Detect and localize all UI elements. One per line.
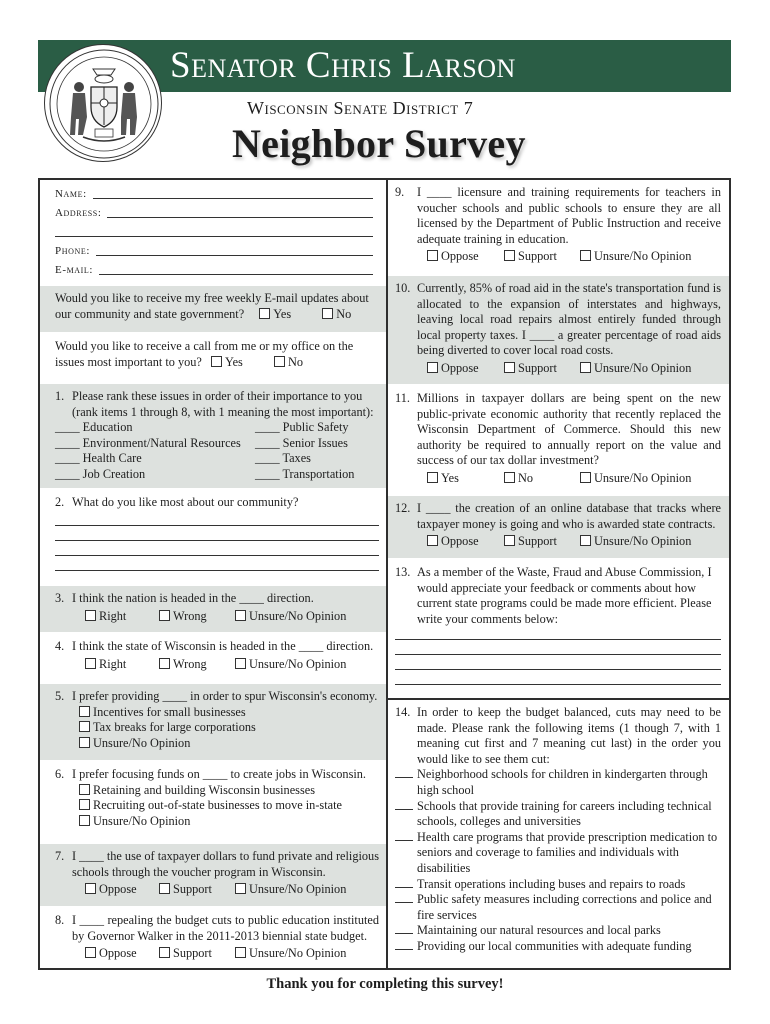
- rank-item[interactable]: Providing our local communities with adequate funding: [395, 939, 721, 955]
- checkbox-icon[interactable]: [85, 947, 96, 958]
- question-4: [40, 634, 386, 682]
- contact-section: [40, 180, 386, 284]
- question-text: Please rank these issues in order of their importance to you (rank items 1 through 8, with 1 meaning the most important):: [72, 389, 374, 419]
- rank-item[interactable]: ____ Education: [55, 420, 133, 435]
- option[interactable]: Support: [504, 249, 580, 265]
- question-text: Millions in taxpayer dollars are being spent on the new public-private economic authority that recently replaced the Wisconsin Department of Commerce. Should this new authority be required to annually report on the value and success of our tax dollar investment?: [417, 391, 721, 468]
- question-10: [388, 276, 729, 384]
- question-text: I prefer focusing funds on ____ to create jobs in Wisconsin.: [72, 767, 366, 781]
- rank-item[interactable]: Health care programs that provide prescription medication to seniors and coverage to families and individuals with disabilities: [395, 830, 721, 877]
- answer-line[interactable]: [55, 511, 379, 526]
- checkbox-icon[interactable]: [322, 308, 333, 319]
- comment-line[interactable]: [395, 640, 721, 655]
- address-field[interactable]: [107, 217, 373, 218]
- checkbox-icon[interactable]: [427, 535, 438, 546]
- name-label: Name:: [55, 188, 87, 201]
- option[interactable]: Tax breaks for large corporations: [79, 720, 379, 736]
- option[interactable]: Unsure/No Opinion: [79, 736, 379, 752]
- checkbox-icon[interactable]: [580, 472, 591, 483]
- comment-line[interactable]: [395, 670, 721, 685]
- question-number: 13.: [395, 565, 411, 579]
- option[interactable]: Right: [85, 609, 159, 625]
- name-field[interactable]: [93, 198, 373, 199]
- question-text: I think the nation is headed in the ____ direction.: [72, 591, 314, 605]
- question-14: [388, 698, 729, 970]
- question-7: [40, 844, 386, 906]
- option[interactable]: Retaining and building Wisconsin businesses: [79, 783, 379, 799]
- answer-line[interactable]: [55, 541, 379, 556]
- checkbox-icon[interactable]: [504, 472, 515, 483]
- checkbox-icon[interactable]: [427, 362, 438, 373]
- checkbox-icon[interactable]: [259, 308, 270, 319]
- survey-title: Neighbor Survey: [232, 121, 526, 166]
- question-number: 9.: [395, 185, 405, 199]
- checkbox-icon[interactable]: [79, 815, 90, 826]
- option[interactable]: Oppose: [427, 361, 504, 377]
- option[interactable]: Wrong: [159, 609, 235, 625]
- option[interactable]: Oppose: [85, 946, 159, 962]
- question-number: 6.: [55, 767, 65, 781]
- option[interactable]: Incentives for small businesses: [79, 705, 379, 721]
- rank-item[interactable]: ____ Transportation: [255, 466, 355, 481]
- checkbox-icon[interactable]: [79, 784, 90, 795]
- checkbox-icon[interactable]: [427, 250, 438, 261]
- rank-item[interactable]: Neighborhood schools for children in kindergarten through high school: [395, 767, 721, 798]
- name-row: [55, 184, 379, 203]
- option[interactable]: No: [504, 471, 580, 487]
- option[interactable]: Recruiting out-of-state businesses to move in-state: [79, 798, 379, 814]
- rank-item[interactable]: Maintaining our natural resources and local parks: [395, 923, 721, 939]
- checkbox-icon[interactable]: [274, 356, 285, 367]
- option[interactable]: Unsure/No Opinion: [235, 609, 346, 625]
- rank-item[interactable]: ____ Environment/Natural Resources: [55, 435, 241, 450]
- option[interactable]: Unsure/No Opinion: [580, 361, 691, 377]
- question-text: I prefer providing ____ in order to spur Wisconsin's economy.: [72, 689, 378, 703]
- option[interactable]: Support: [504, 534, 580, 550]
- checkbox-icon[interactable]: [504, 535, 515, 546]
- email-row: [55, 260, 379, 279]
- option[interactable]: Support: [159, 946, 235, 962]
- question-9: [388, 180, 729, 274]
- question-text: I ____ licensure and training requirements for teachers in voucher schools and public schools to ensure they are all licensed by the Department of Public Instruction and receive adequate training in education.: [417, 185, 721, 246]
- question-number: 12.: [395, 501, 411, 515]
- question-number: 14.: [395, 705, 411, 719]
- option[interactable]: Support: [504, 361, 580, 377]
- email-field[interactable]: [99, 274, 373, 275]
- address-field-line-2[interactable]: [55, 236, 373, 237]
- rank-item[interactable]: ____ Job Creation: [55, 466, 146, 481]
- checkbox-icon[interactable]: [159, 883, 170, 894]
- address-row-2: [55, 222, 379, 241]
- question-text: I ____ the use of taxpayer dollars to fund private and religious schools through the voucher program in Wisconsin.: [72, 849, 379, 879]
- rank-item[interactable]: Schools that provide training for careers including technical schools, colleges and universities: [395, 799, 721, 830]
- checkbox-icon[interactable]: [159, 610, 170, 621]
- district-subtitle: Wisconsin Senate District 7: [247, 98, 474, 118]
- checkbox-icon[interactable]: [79, 721, 90, 732]
- question-number: 5.: [55, 689, 65, 703]
- option[interactable]: Unsure/No Opinion: [79, 814, 379, 830]
- option[interactable]: Unsure/No Opinion: [580, 534, 691, 550]
- email-label: E-mail:: [55, 264, 94, 277]
- option[interactable]: Wrong: [159, 657, 235, 673]
- phone-field[interactable]: [96, 255, 373, 256]
- checkbox-icon[interactable]: [580, 535, 591, 546]
- question-number: 10.: [395, 281, 411, 295]
- question-number: 3.: [55, 591, 65, 605]
- question-3: [40, 586, 386, 632]
- checkbox-icon[interactable]: [85, 883, 96, 894]
- phone-label: Phone:: [55, 245, 90, 258]
- checkbox-icon[interactable]: [504, 250, 515, 261]
- checkbox-icon[interactable]: [235, 658, 246, 669]
- checkbox-icon[interactable]: [235, 610, 246, 621]
- question-5: [40, 684, 386, 760]
- rank-item[interactable]: ____ Health Care: [55, 451, 142, 466]
- survey-form: [38, 178, 731, 970]
- option[interactable]: Oppose: [85, 882, 159, 898]
- question-text: Currently, 85% of road aid in the state's transportation fund is allocated to the expansion of interstates and highways, leaving local road repairs almost entirely funded through local property taxes. I ____ a greater percentage of road aids being diverted to cover local road costs.: [417, 281, 721, 358]
- checkbox-icon[interactable]: [79, 799, 90, 810]
- option[interactable]: Right: [85, 657, 159, 673]
- option[interactable]: Oppose: [427, 249, 504, 265]
- rank-item[interactable]: ____ Public Safety: [255, 420, 349, 435]
- option[interactable]: Unsure/No Opinion: [235, 882, 346, 898]
- call-no-option[interactable]: No: [274, 355, 303, 369]
- question-number: 7.: [55, 849, 65, 863]
- question-6: [40, 762, 386, 842]
- question-text: What do you like most about our community?: [72, 495, 299, 509]
- option[interactable]: Unsure/No Opinion: [235, 657, 346, 673]
- answer-line[interactable]: [55, 556, 379, 571]
- question-12: [388, 496, 729, 558]
- rank-item[interactable]: ____ Senior Issues: [255, 435, 348, 450]
- question-8: [40, 908, 386, 968]
- question-2: [40, 490, 386, 584]
- rank-item[interactable]: Transit operations including buses and repairs to roads: [395, 877, 721, 893]
- checkbox-icon[interactable]: [85, 658, 96, 669]
- senator-title: Senator Chris Larson: [170, 45, 516, 86]
- email-no-option[interactable]: No: [322, 307, 351, 321]
- checkbox-icon[interactable]: [580, 250, 591, 261]
- option[interactable]: Support: [159, 882, 235, 898]
- question-13: [388, 560, 729, 696]
- comment-line[interactable]: [395, 655, 721, 670]
- question-text: I think the state of Wisconsin is headed in the ____ direction.: [72, 639, 374, 653]
- question-text: I ____ the creation of an online database that tracks where taxpayer money is going and who is awarded state contracts.: [417, 501, 721, 531]
- state-seal-icon: [44, 44, 162, 162]
- checkbox-icon[interactable]: [85, 610, 96, 621]
- question-number: 8.: [55, 913, 65, 927]
- question-text: In order to keep the budget balanced, cuts may need to be made. Please rank the following items (1 though 7, with 1 meaning cut first and 7 meaning cut last) in the order you would like to see them cut:: [417, 705, 721, 766]
- checkbox-icon[interactable]: [79, 706, 90, 717]
- checkbox-icon[interactable]: [159, 658, 170, 669]
- checkbox-icon[interactable]: [235, 947, 246, 958]
- thank-you-note: Thank you for completing this survey!: [266, 976, 504, 992]
- phone-row: [55, 241, 379, 260]
- checkbox-icon[interactable]: [211, 356, 222, 367]
- question-1: [40, 384, 386, 488]
- comment-line[interactable]: [395, 625, 721, 640]
- option[interactable]: Unsure/No Opinion: [580, 471, 691, 487]
- email-updates-text: Would you like to receive my free weekly E-mail updates about our community and state government?: [55, 291, 369, 321]
- question-11: [388, 386, 729, 494]
- question-number: 2.: [55, 495, 65, 509]
- address-row: [55, 203, 379, 222]
- question-text: As a member of the Waste, Fraud and Abuse Commission, I would appreciate your feedback or comments about how current state programs could be made more efficient. Please write your comments below:: [417, 565, 712, 626]
- answer-line[interactable]: [55, 526, 379, 541]
- call-question: [40, 334, 386, 382]
- question-number: 4.: [55, 639, 65, 653]
- question-number: 1.: [55, 389, 65, 403]
- question-text: I ____ repealing the budget cuts to public education instituted by Governor Walker in the 2011-2013 biennial state budget.: [72, 913, 379, 943]
- call-question-text: Would you like to receive a call from me or my office on the issues most important to you?: [55, 339, 354, 369]
- checkbox-icon[interactable]: [504, 362, 515, 373]
- email-updates-question: [40, 286, 386, 332]
- checkbox-icon[interactable]: [79, 737, 90, 748]
- rank-item[interactable]: Public safety measures including corrections and police and fire services: [395, 892, 721, 923]
- checkbox-icon[interactable]: [427, 472, 438, 483]
- option[interactable]: Unsure/No Opinion: [580, 249, 691, 265]
- checkbox-icon[interactable]: [580, 362, 591, 373]
- rank-item[interactable]: ____ Taxes: [255, 451, 311, 466]
- address-label: Address:: [55, 207, 102, 220]
- question-number: 11.: [395, 391, 410, 405]
- email-yes-option[interactable]: Yes: [259, 307, 291, 321]
- option[interactable]: Yes: [427, 471, 504, 487]
- call-yes-option[interactable]: Yes: [211, 355, 243, 369]
- checkbox-icon[interactable]: [235, 883, 246, 894]
- option[interactable]: Oppose: [427, 534, 504, 550]
- checkbox-icon[interactable]: [159, 947, 170, 958]
- option[interactable]: Unsure/No Opinion: [235, 946, 346, 962]
